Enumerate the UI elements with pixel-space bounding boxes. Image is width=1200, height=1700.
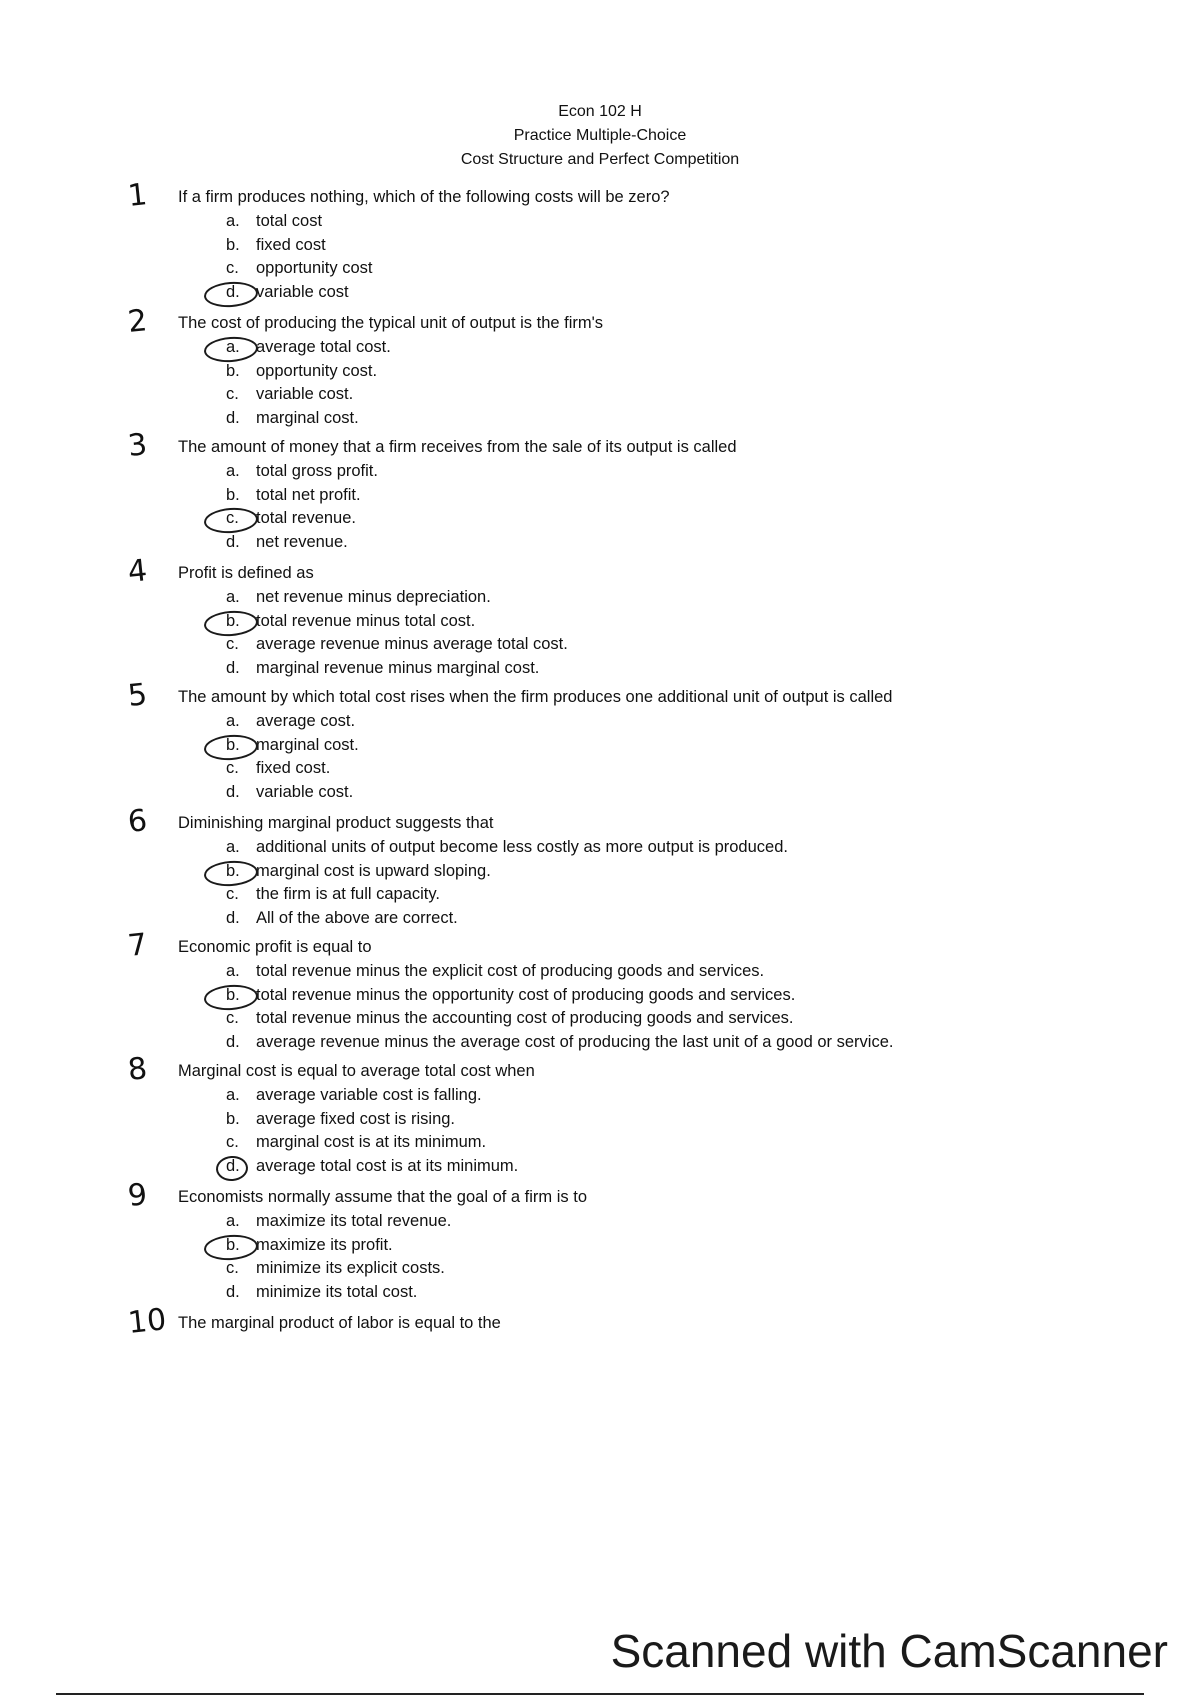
option-letter: d. (226, 532, 240, 551)
option-letter: b. (226, 735, 240, 754)
question-text: Economic profit is equal to (178, 938, 372, 956)
answer-option (226, 883, 788, 907)
option-letter: c. (226, 385, 239, 403)
answer-option (226, 1108, 518, 1132)
option-letter: a. (226, 712, 240, 730)
option-text: net revenue. (256, 532, 348, 551)
answer-options (226, 336, 391, 430)
option-letter: b. (226, 485, 240, 504)
handwritten-question-number: 3 (126, 427, 149, 464)
option-text: marginal revenue minus marginal cost. (256, 658, 540, 677)
option-letter: b. (226, 235, 240, 254)
question-text: The marginal product of labor is equal to the (178, 1314, 501, 1332)
option-letter: a. (226, 1212, 240, 1230)
answer-option (226, 1155, 518, 1179)
option-text: average total cost is at its minimum. (256, 1156, 519, 1175)
answer-option (226, 257, 372, 281)
answer-option (226, 407, 391, 431)
option-text: marginal cost is upward sloping. (256, 861, 491, 880)
answer-option (226, 586, 568, 610)
answer-option (226, 657, 568, 681)
option-text: minimize its total cost. (256, 1282, 418, 1301)
option-letter: d. (226, 1282, 240, 1301)
option-letter: d. (226, 658, 240, 677)
option-text: total revenue. (256, 509, 356, 527)
option-text: marginal cost. (256, 735, 359, 754)
option-text: marginal cost. (256, 408, 359, 427)
answer-option (226, 360, 391, 384)
answer-options (226, 460, 378, 554)
answer-option (226, 907, 788, 931)
option-letter: b. (226, 611, 240, 630)
option-text: total revenue minus the opportunity cost of producing goods and services. (256, 985, 796, 1004)
answer-option (226, 234, 372, 258)
handwritten-question-number: 6 (126, 803, 149, 840)
option-text: net revenue minus depreciation. (256, 588, 491, 606)
answer-option (226, 1131, 518, 1155)
question-text: Economists normally assume that the goal of a firm is to (178, 1188, 588, 1206)
document-subtitle: Cost Structure and Perfect Competition (460, 151, 740, 168)
answer-option (226, 507, 378, 531)
footer-divider (56, 1693, 1144, 1695)
option-text: variable cost. (256, 782, 354, 801)
answer-option (226, 984, 893, 1008)
option-letter: d. (226, 408, 240, 427)
option-text: marginal cost is at its minimum. (256, 1133, 487, 1151)
answer-option (226, 460, 378, 484)
option-text: All of the above are correct. (256, 908, 458, 927)
option-letter: b. (226, 1109, 240, 1128)
answer-option (226, 531, 378, 555)
option-text: fixed cost (256, 235, 326, 254)
option-text: minimize its explicit costs. (256, 1259, 445, 1277)
course-title: Econ 102 H (558, 103, 642, 120)
option-letter: d. (226, 908, 240, 927)
option-letter: b. (226, 361, 240, 380)
option-letter: a. (226, 962, 240, 980)
handwritten-answer-circle (203, 280, 259, 309)
handwritten-question-number: 2 (126, 303, 149, 340)
question-text: Profit is defined as (178, 564, 314, 582)
option-letter: c. (226, 1009, 239, 1027)
answer-option (226, 383, 391, 407)
option-text: total revenue minus the explicit cost of producing goods and services. (256, 962, 765, 980)
answer-option (226, 860, 788, 884)
option-text: fixed cost. (256, 759, 331, 777)
option-text: total gross profit. (256, 462, 378, 480)
answer-options (226, 1084, 518, 1178)
question-text: The cost of producing the typical unit of output is the firm's (178, 314, 604, 332)
answer-option (226, 281, 372, 305)
option-text: the firm is at full capacity. (256, 885, 441, 903)
option-letter: c. (226, 259, 239, 277)
answer-option (226, 734, 359, 758)
option-letter: a. (226, 1086, 240, 1104)
answer-option (226, 610, 568, 634)
option-letter: a. (226, 838, 240, 856)
option-letter: b. (226, 1235, 240, 1254)
option-letter: b. (226, 861, 240, 880)
answer-options (226, 1210, 451, 1304)
option-letter: c. (226, 509, 239, 527)
option-letter: a. (226, 338, 240, 356)
camscanner-watermark: Scanned with CamScanner (610, 1625, 1168, 1677)
answer-options (226, 210, 372, 304)
option-text: total cost (256, 212, 323, 230)
handwritten-question-number: 10 (126, 1302, 168, 1341)
handwritten-question-number: 9 (126, 1177, 149, 1214)
answer-options (226, 586, 568, 680)
question-text: Marginal cost is equal to average total cost when (178, 1062, 535, 1080)
option-text: average revenue minus the average cost of producing the last unit of a good or service. (256, 1032, 894, 1051)
answer-option (226, 836, 788, 860)
answer-option (226, 336, 391, 360)
option-letter: c. (226, 1133, 239, 1151)
option-letter: d. (226, 1032, 240, 1051)
option-letter: c. (226, 759, 239, 777)
option-text: additional units of output become less costly as more output is produced. (256, 838, 788, 856)
option-text: average cost. (256, 712, 356, 730)
document-title: Practice Multiple-Choice (513, 127, 687, 144)
answer-options (226, 836, 788, 930)
answer-option (226, 757, 359, 781)
answer-option (226, 1084, 518, 1108)
option-text: opportunity cost (256, 259, 373, 277)
option-letter: c. (226, 885, 239, 903)
question-text: The amount by which total cost rises when the firm produces one additional unit of output is called (178, 688, 893, 706)
answer-options (226, 960, 893, 1054)
answer-option (226, 1281, 451, 1305)
answer-option (226, 210, 372, 234)
option-text: maximize its profit. (256, 1235, 393, 1254)
option-text: maximize its total revenue. (256, 1212, 452, 1230)
handwritten-question-number: 8 (126, 1051, 149, 1088)
option-text: total net profit. (256, 485, 361, 504)
handwritten-question-number: 4 (126, 553, 149, 590)
answer-option (226, 1210, 451, 1234)
option-letter: d. (226, 782, 240, 801)
option-letter: d. (226, 1156, 240, 1175)
handwritten-question-number: 7 (126, 927, 149, 964)
handwritten-question-number: 5 (126, 677, 149, 714)
option-letter: c. (226, 635, 239, 653)
answer-option (226, 1031, 893, 1055)
answer-option (226, 781, 359, 805)
document-header (380, 100, 820, 172)
answer-option (226, 710, 359, 734)
option-letter: a. (226, 212, 240, 230)
option-letter: d. (226, 282, 240, 301)
answer-option (226, 1257, 451, 1281)
question-text: Diminishing marginal product suggests that (178, 814, 494, 832)
option-text: opportunity cost. (256, 361, 378, 380)
option-text: average revenue minus average total cost. (256, 635, 568, 653)
answer-option (226, 484, 378, 508)
answer-option (226, 960, 893, 984)
answer-option (226, 1234, 451, 1258)
answer-option (226, 633, 568, 657)
option-letter: a. (226, 588, 240, 606)
answer-option (226, 1007, 893, 1031)
option-letter: c. (226, 1259, 239, 1277)
question-text: If a firm produces nothing, which of the following costs will be zero? (178, 188, 670, 206)
option-text: total revenue minus the accounting cost of producing goods and services. (256, 1009, 794, 1027)
answer-options (226, 710, 359, 804)
handwritten-question-number: 1 (126, 177, 149, 214)
option-letter: b. (226, 985, 240, 1004)
option-text: variable cost (256, 282, 349, 301)
option-text: total revenue minus total cost. (256, 611, 476, 630)
option-text: variable cost. (256, 385, 354, 403)
option-text: average fixed cost is rising. (256, 1109, 456, 1128)
option-letter: a. (226, 462, 240, 480)
option-text: average total cost. (256, 338, 391, 356)
option-text: average variable cost is falling. (256, 1086, 482, 1104)
question-text: The amount of money that a firm receives from the sale of its output is called (178, 438, 737, 456)
